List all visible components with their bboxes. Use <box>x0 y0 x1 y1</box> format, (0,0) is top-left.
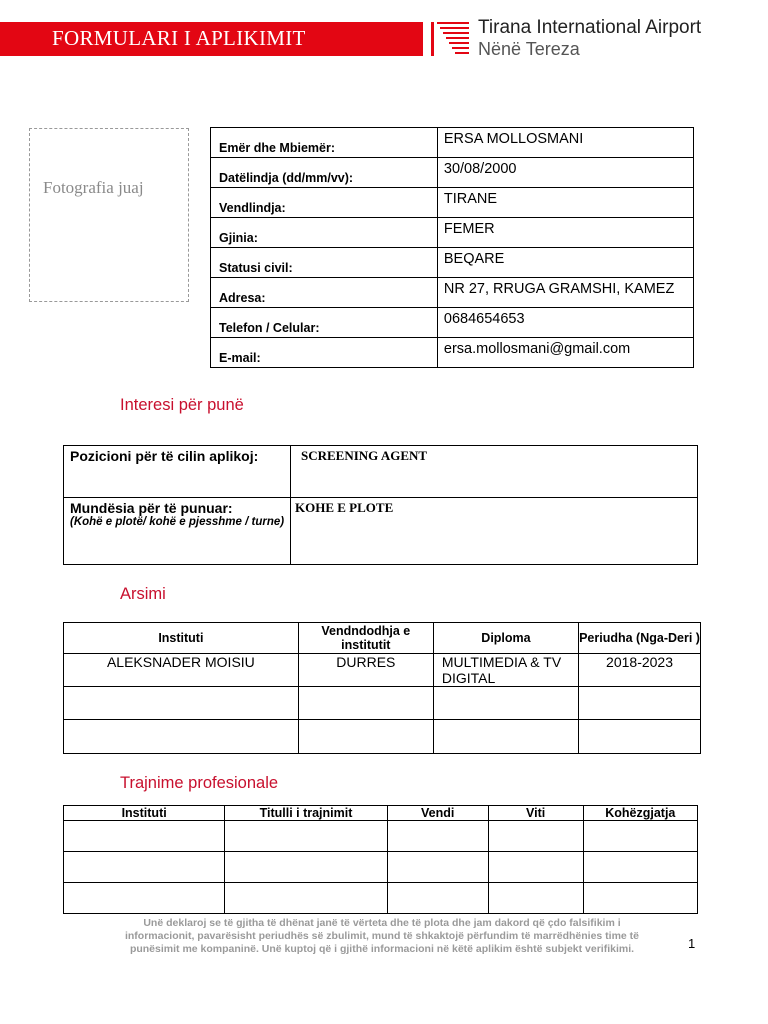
personal-label: Emër dhe Mbiemër: <box>211 128 438 158</box>
availability-field[interactable]: KOHE E PLOTE <box>291 498 698 565</box>
personal-value[interactable]: NR 27, RRUGA GRAMSHI, KAMEZ <box>437 278 693 308</box>
table-row <box>64 654 701 687</box>
personal-value[interactable]: 30/08/2000 <box>437 158 693 188</box>
personal-value[interactable]: BEQARE <box>437 248 693 278</box>
personal-label: Datëlindja (dd/mm/vv): <box>211 158 438 188</box>
education-cell[interactable]: 2018-2023 <box>579 654 701 687</box>
education-cell[interactable] <box>579 720 701 754</box>
personal-value[interactable]: ERSA MOLLOSMANI <box>437 128 693 158</box>
education-table <box>63 622 701 754</box>
form-title: FORMULARI I APLIKIMIT <box>52 26 306 50</box>
position-label: Pozicioni për të cilin aplikoj: <box>64 446 291 498</box>
education-column-header: Instituti <box>64 623 299 654</box>
education-cell[interactable]: ALEKSNADER MOISIU <box>64 654 299 687</box>
training-column-header: Titulli i trajnimit <box>225 806 387 821</box>
table-row <box>64 687 701 720</box>
training-column-header: Viti <box>488 806 583 821</box>
training-column-header: Instituti <box>64 806 225 821</box>
personal-label: Statusi civil: <box>211 248 438 278</box>
personal-row <box>211 218 694 248</box>
education-cell[interactable] <box>64 720 299 754</box>
personal-row <box>211 278 694 308</box>
personal-row <box>211 338 694 368</box>
training-column-header: Kohëzgjatja <box>583 806 697 821</box>
personal-value[interactable]: 0684654653 <box>437 308 693 338</box>
airport-name: Tirana International Airport <box>478 17 702 38</box>
personal-value[interactable]: FEMER <box>437 218 693 248</box>
education-column-header: Vendndodhja e institutit <box>298 623 433 654</box>
personal-label: Telefon / Celular: <box>211 308 438 338</box>
personal-label: Vendlindja: <box>211 188 438 218</box>
personal-label: Gjinia: <box>211 218 438 248</box>
job-interest-heading: Interesi për punë <box>120 396 244 414</box>
training-heading: Trajnime profesionale <box>120 774 279 792</box>
personal-row <box>211 128 694 158</box>
personal-info-table <box>210 127 694 368</box>
page-number: 1 <box>688 936 696 951</box>
education-column-header: Periudha (Nga-Deri ) <box>579 623 701 654</box>
airport-subname: Nënë Tereza <box>478 39 580 59</box>
education-cell[interactable] <box>298 720 433 754</box>
education-cell[interactable] <box>433 720 578 754</box>
education-cell[interactable] <box>579 687 701 720</box>
declaration-text: Unë deklaroj se të gjitha të dhënat janë të vërteta dhe të plota dhe jam dakord që çdo falsifikim i informacionit, pavarësisht periudhës së zbulimit, mund të shkaktojë përfundim të marrëdhënies time të punësimit me kompaninë. Unë kuptoj që i gjithë informacioni në këtë aplikim është subjekt verifikimi. <box>124 917 640 955</box>
education-column-header: Diploma <box>433 623 578 654</box>
education-cell[interactable]: DURRES <box>298 654 433 687</box>
education-cell[interactable] <box>433 687 578 720</box>
personal-row <box>211 248 694 278</box>
availability-label <box>64 498 291 565</box>
personal-value[interactable]: ersa.mollosmani@gmail.com <box>437 338 693 368</box>
job-interest-table <box>63 445 698 565</box>
training-column-header: Vendi <box>387 806 488 821</box>
personal-row <box>211 308 694 338</box>
education-cell[interactable] <box>64 687 299 720</box>
airport-logo-icon <box>431 22 469 56</box>
availability-label-text: Mundësia për të punuar: <box>70 500 233 516</box>
personal-row <box>211 158 694 188</box>
table-row <box>64 821 698 852</box>
position-field[interactable]: SCREENING AGENT <box>291 446 698 498</box>
table-row <box>64 883 698 914</box>
training-table <box>63 805 698 914</box>
education-heading: Arsimi <box>120 585 166 603</box>
table-row <box>64 720 701 754</box>
photo-label: Fotografia juaj <box>43 178 144 197</box>
personal-value[interactable]: TIRANE <box>437 188 693 218</box>
photo-placeholder[interactable] <box>29 128 189 302</box>
education-cell[interactable] <box>298 687 433 720</box>
personal-label: E-mail: <box>211 338 438 368</box>
education-cell[interactable]: MULTIMEDIA & TV DIGITAL <box>433 654 578 687</box>
personal-label: Adresa: <box>211 278 438 308</box>
personal-row <box>211 188 694 218</box>
table-row <box>64 852 698 883</box>
availability-note: (Kohë e plotë/ kohë e pjesshme / turne) <box>70 516 285 528</box>
